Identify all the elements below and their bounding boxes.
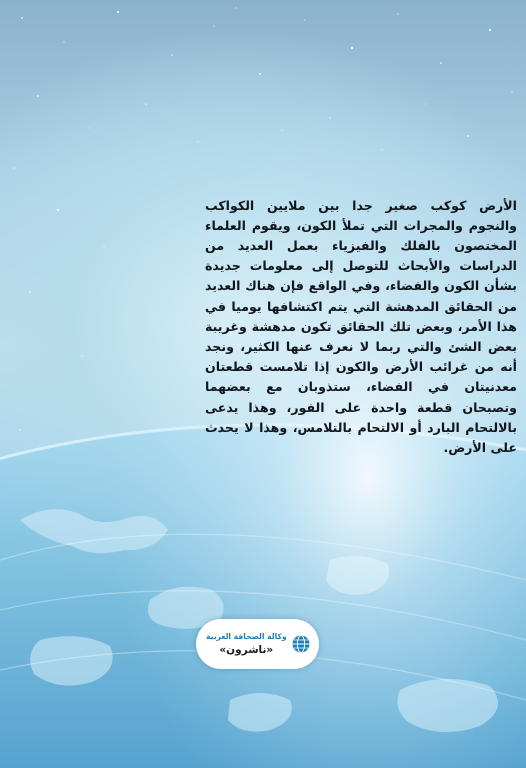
globe-icon	[291, 634, 311, 654]
back-cover-blurb: الأرض كوكب صغير جدا بين ملايين الكواكب والنجوم والمجرات التي تملأ الكون، ويقوم العلماء المختصون بالفلك والفيزياء بعمل العديد من الدراسات والأبحاث للتوصل إلى معلومات جديدة بشأن الكون والفضاء، وفي الواقع فإن هناك العديد من الحقائق المدهشة التي يتم اكتشافها يوميا في هذا الأمر، وبعض تلك الحقائق تكون مدهشة وغريبة بعض الشئ والتي ربما لا نعرف عنها الكثير، ونجد أنه من غرائب الأرض والكون إذا تلامست قطعتان معدنيتان في الفضاء، ستذوبان مع بعضهما وتصبحان قطعة واحدة على الفور، وهذا يدعى بالالتحام البارد أو الالتحام بالتلامس، وهذا لا يحدث على الأرض.	[205, 197, 517, 456]
publisher-logo	[196, 619, 319, 669]
publisher-tagline: «ناشرون»	[219, 644, 274, 656]
publisher-text	[206, 632, 287, 656]
publisher-name: وكالة الصحافة العربية	[206, 632, 287, 641]
